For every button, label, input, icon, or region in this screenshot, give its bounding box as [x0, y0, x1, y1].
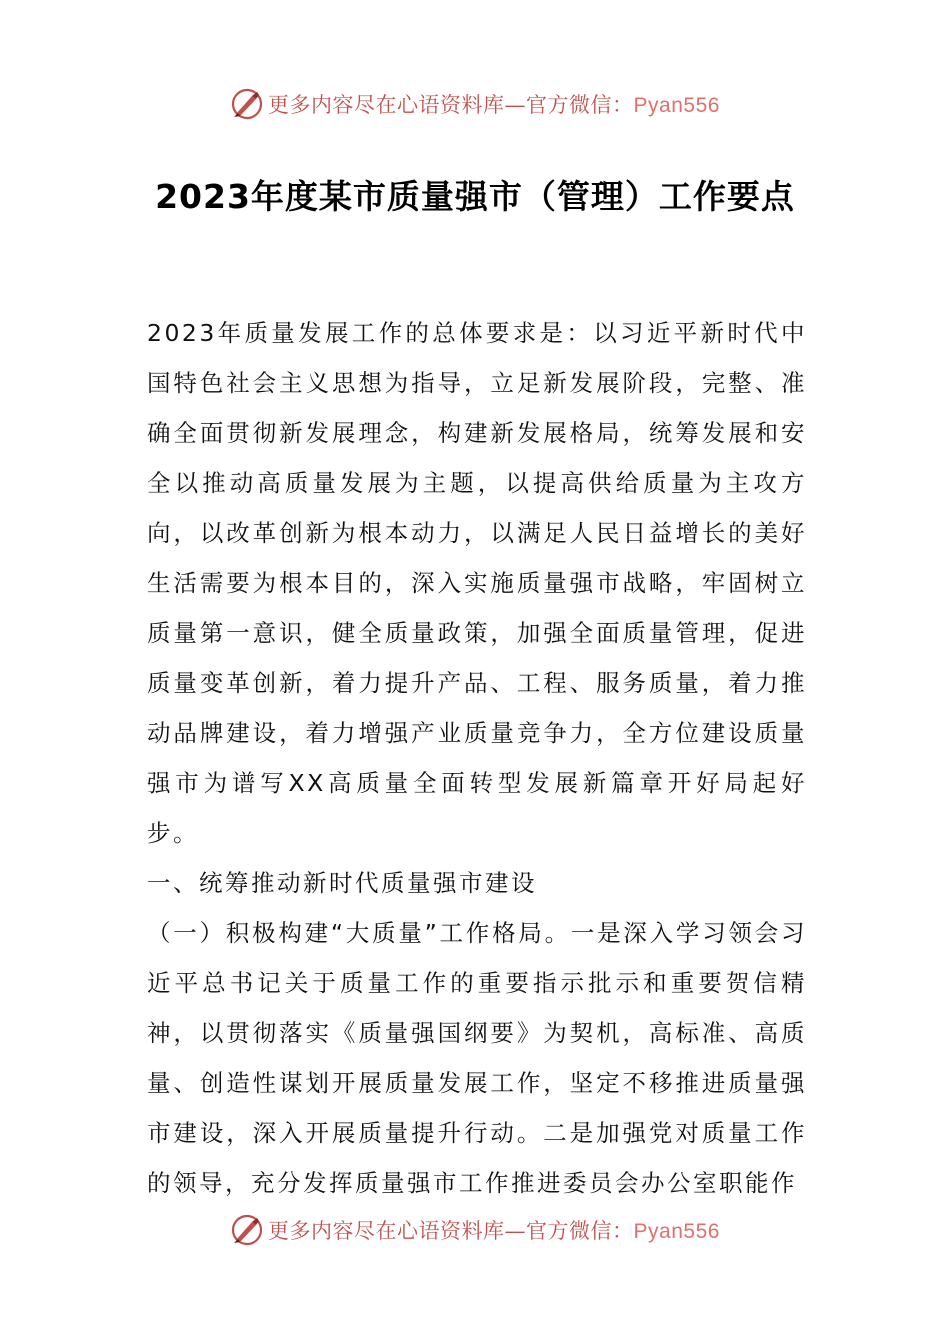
footer-banner	[0, 1210, 950, 1250]
banner-text	[268, 1215, 720, 1245]
banner-wechat-label: 官方微信：	[526, 1219, 634, 1243]
banner-site-text: 更多内容尽在心语资料库	[268, 93, 505, 117]
document-title: 2023年度某市质量强市（管理）工作要点	[155, 177, 795, 216]
pen-logo-icon	[230, 87, 264, 121]
banner-account: Pyan556	[633, 94, 720, 117]
banner-account: Pyan556	[633, 1220, 720, 1243]
pen-logo-icon	[230, 1213, 264, 1247]
banner-text	[268, 89, 720, 119]
header-banner	[0, 84, 950, 124]
banner-dash: —	[504, 93, 527, 117]
banner-wechat-label: 官方微信：	[526, 93, 634, 117]
banner-dash: —	[504, 1219, 527, 1243]
paragraph-overview: 2023年质量发展工作的总体要求是：以习近平新时代中国特色社会主义思想为指导，立足新发展阶段，完整、准确全面贯彻新发展理念，构建新发展格局，统筹发展和安全以推动高质量发展为主题，以提高供给质量为主攻方向，以改革创新为根本动力，以满足人民日益增长的美好生活需要为根本目的，深入实施质量强市战略，牢固树立质量第一意识，健全质量政策，加强全面质量管理，促进质量变革创新，着力提升产品、工程、服务质量，着力推动品牌建设，着力增强产业质量竞争力，全方位建设质量强市为谱写XX高质量全面转型发展新篇章开好局起好步。	[147, 319, 807, 847]
document-body	[147, 308, 807, 1208]
section-heading: 一、统筹推动新时代质量强市建设	[147, 869, 537, 897]
paragraph-item-1: （一）积极构建“大质量”工作格局。一是深入学习领会习近平总书记关于质量工作的重要指示批示和重要贺信精神，以贯彻落实《质量强国纲要》为契机，高标准、高质量、创造性谋划开展质量发展工作，坚定不移推进质量强市建设，深入开展质量提升行动。二是加强党对质量工作的领导，充分发挥质量强市工作推进委员会办公室职能作	[147, 919, 807, 1197]
banner-site-text: 更多内容尽在心语资料库	[268, 1219, 505, 1243]
